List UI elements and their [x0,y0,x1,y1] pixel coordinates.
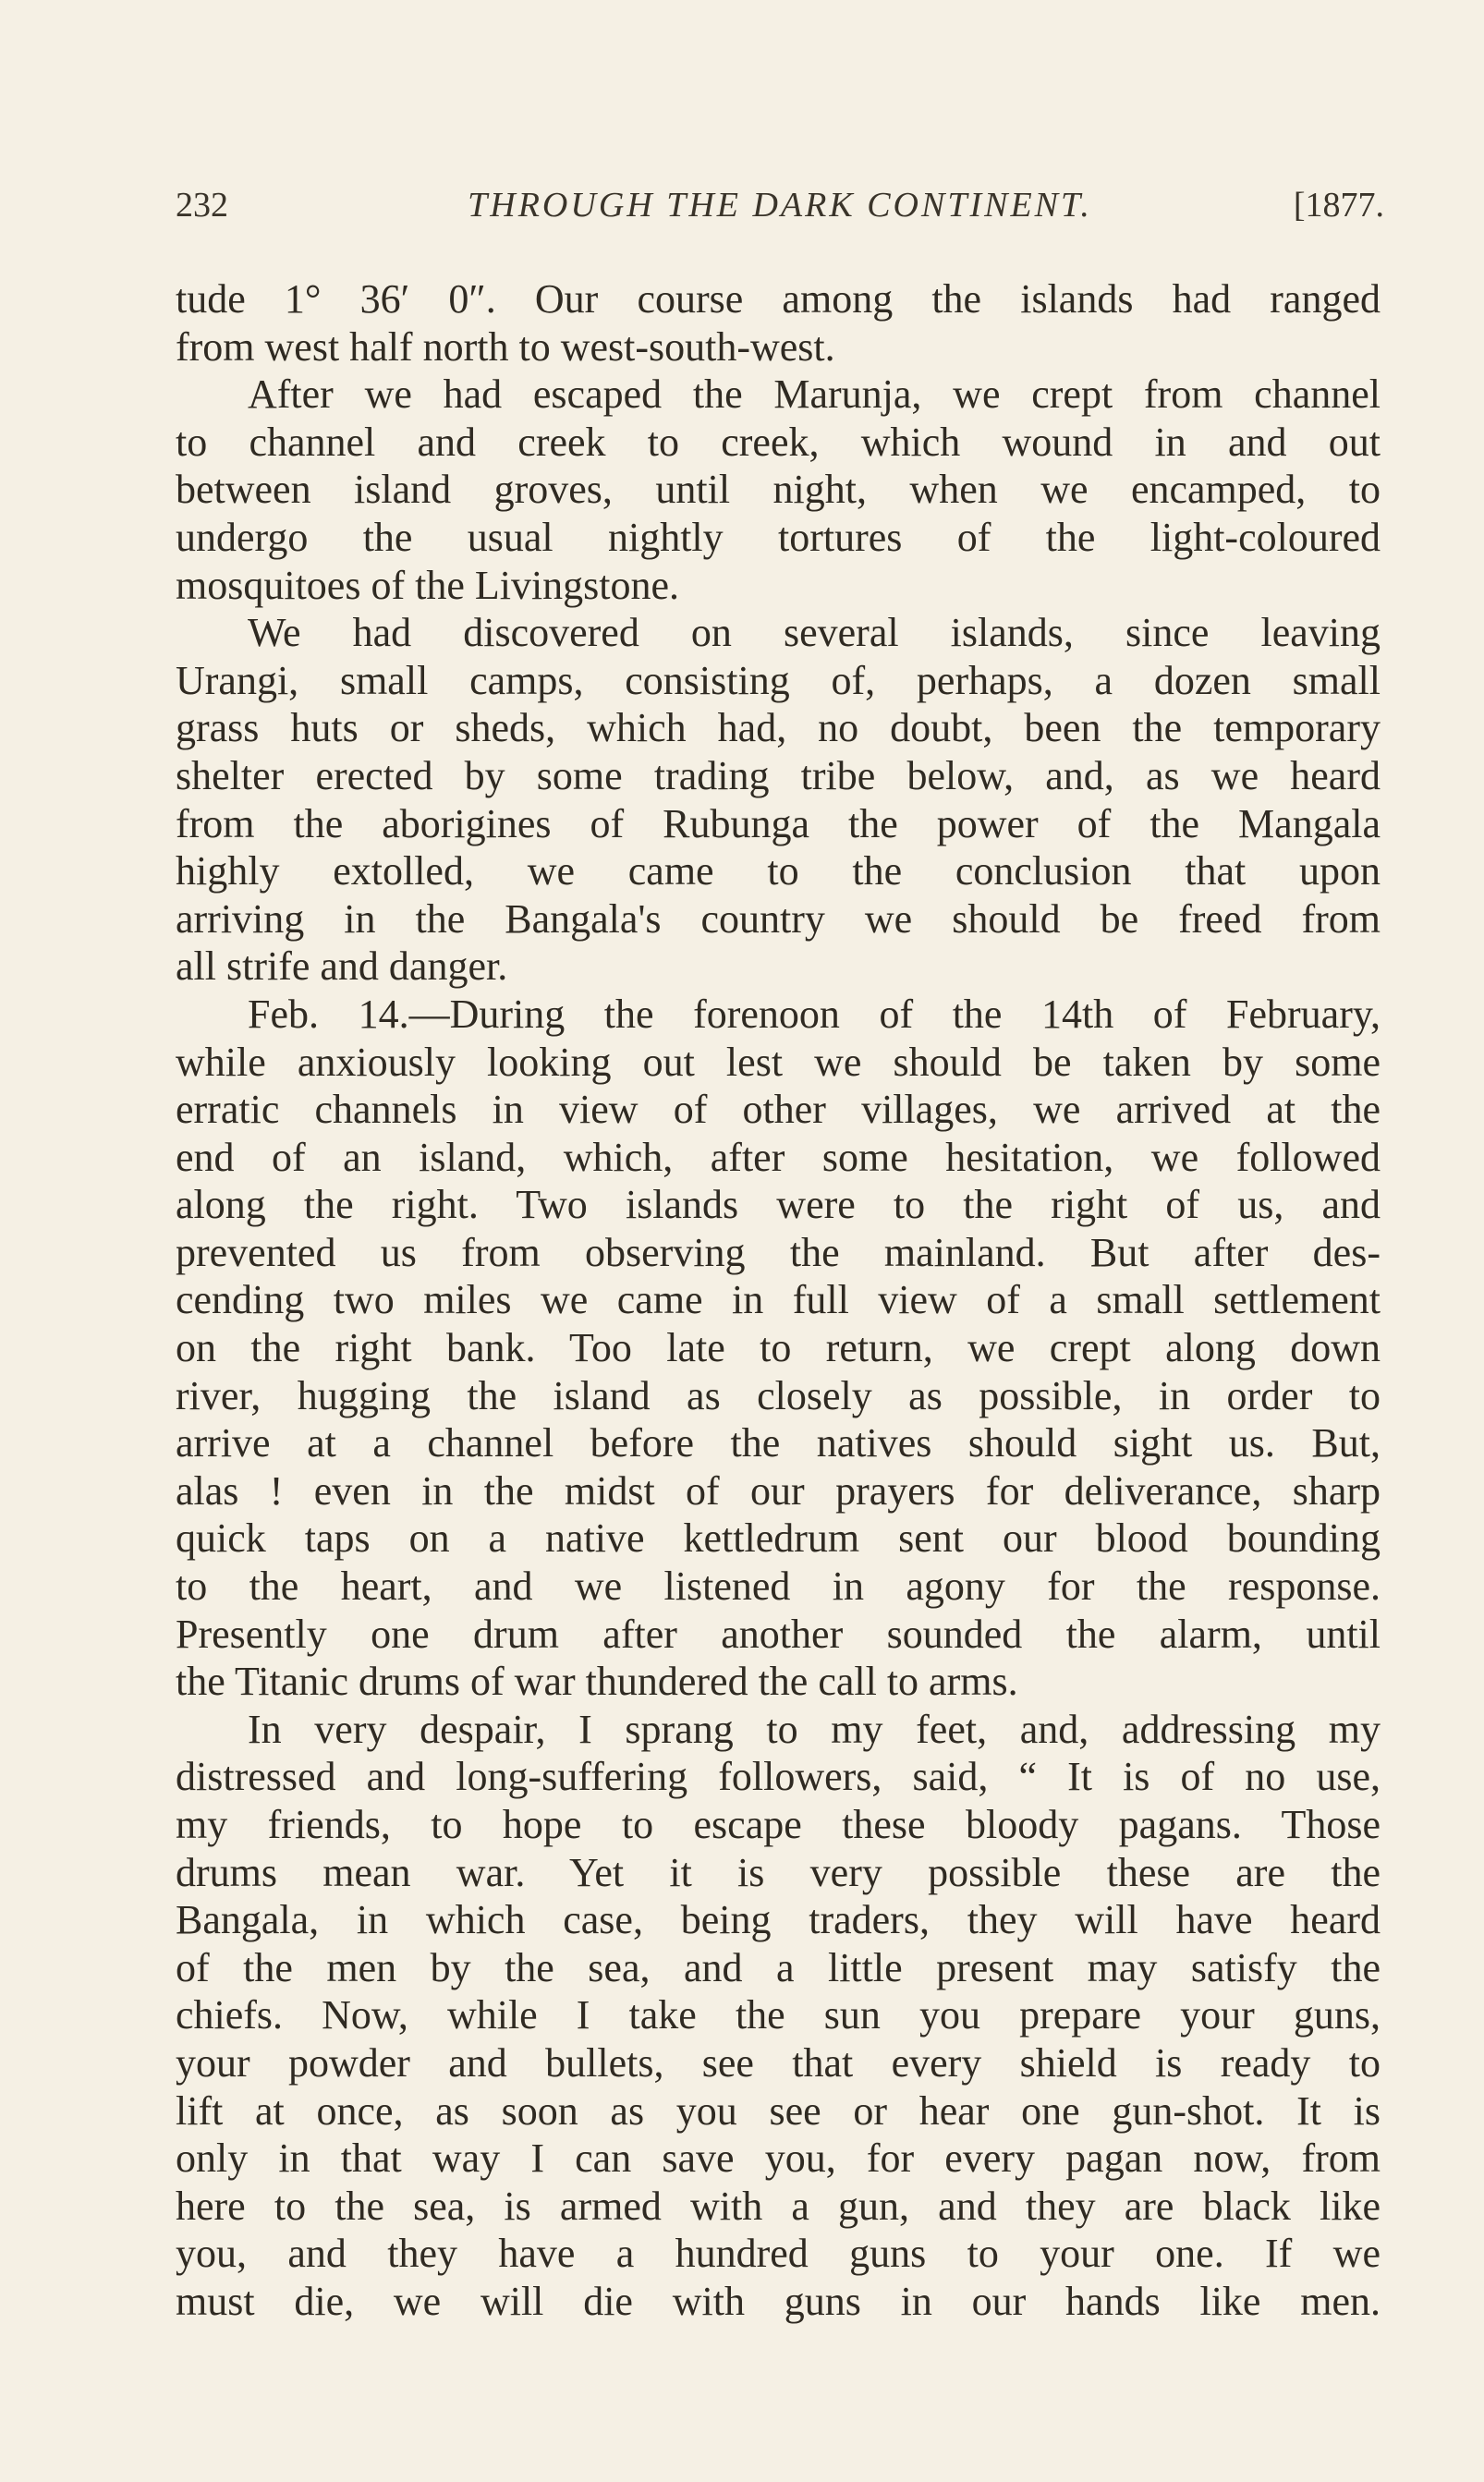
text-line: grass huts or sheds, which had, no doubt, been the temporary [176,705,1381,751]
text-line: In very despair, I sprang to my feet, and, addressing my [248,1706,1381,1752]
running-title: THROUGH THE DARK CONTINENT. [468,186,1092,225]
text-line: After we had escaped the Marunja, we crept from channel [248,371,1381,418]
text-line: Bangala, in which case, being traders, they will have heard [176,1897,1381,1943]
text-line: along the right. Two islands were to the right of us, and [176,1182,1381,1228]
text-line: river, hugging the island as closely as possible, in order to [176,1372,1381,1418]
text-line: mosquitoes of the Livingstone. [176,562,680,608]
text-line: to channel and creek to creek, which wound in and out [176,419,1381,465]
body-text [176,275,1381,2326]
paragraph [176,609,1381,991]
text-line: from the aborigines of Rubunga the power of the Mangala [176,800,1381,846]
text-line: cending two miles we came in full view of a small settlement [176,1277,1381,1323]
text-line: lift at once, as soon as you see or hear one gun-shot. It is [176,2087,1381,2134]
page-number: 232 [176,186,228,225]
text-line: highly extolled, we came to the conclusion that upon [176,848,1381,894]
text-line: arrive at a channel before the natives should sight us. But, [176,1420,1381,1466]
text-line: Feb. 14.—During the forenoon of the 14th of February, [248,991,1381,1037]
paragraph [176,991,1381,1706]
text-line: the Titanic drums of war thundered the call to arms. [176,1659,1018,1705]
text-line: Presently one drum after another sounded the alarm, until [176,1611,1381,1657]
text-line: from west half north to west-south-west. [176,323,835,370]
text-line: undergo the usual nightly tortures of the light-coloured [176,514,1381,560]
text-line: between island groves, until night, when we encamped, to [176,467,1381,513]
text-line: must die, we will die with guns in our hands like men. [176,2278,1381,2324]
text-line: my friends, to hope to escape these bloody pagans. Those [176,1802,1381,1847]
text-line: end of an island, which, after some hesitation, we followed [176,1134,1381,1180]
text-line: chiefs. Now, while I take the sun you prepare your guns, [176,1992,1381,2038]
text-line: quick taps on a native kettledrum sent our blood bounding [176,1515,1381,1562]
text-line: drums mean war. Yet it is very possible these are the [176,1849,1381,1895]
text-line: while anxiously looking out lest we should be taken by some [176,1039,1381,1085]
paragraph [176,1706,1381,2326]
header-year: [1877. [1293,186,1384,225]
text-line: only in that way I can save you, for every pagan now, from [176,2135,1381,2182]
text-line: erratic channels in view of other villages, we arrived at the [176,1087,1381,1133]
text-line: your powder and bullets, see that every shield is ready to [176,2039,1381,2086]
text-line: Urangi, small camps, consisting of, perhaps, a dozen small [176,657,1381,703]
paragraph [176,275,1381,371]
text-line: on the right bank. Too late to return, we crept along down [176,1325,1381,1371]
text-line: We had discovered on several islands, since leaving [248,610,1381,656]
page-header [176,185,1384,240]
text-line: arriving in the Bangala's country we should be freed from [176,895,1381,942]
text-line: of the men by the sea, and a little present may satisfy the [176,1944,1381,1990]
text-line: here to the sea, is armed with a gun, and they are black like [176,2183,1381,2229]
text-line: alas ! even in the midst of our prayers for deliverance, sharp [176,1467,1381,1514]
text-line: shelter erected by some trading tribe below, and, as we heard [176,752,1381,798]
text-line: to the heart, and we listened in agony for the response. [176,1563,1381,1610]
text-line: prevented us from observing the mainland. But after des- [176,1229,1381,1275]
text-line: you, and they have a hundred guns to your one. If we [176,2231,1381,2277]
paragraph [176,371,1381,609]
text-line: tude 1° 36′ 0″. Our course among the islands had ranged [176,276,1381,322]
text-line: all strife and danger. [176,943,508,990]
text-line: distressed and long-suffering followers, said, “ It is of no use, [176,1754,1381,1800]
